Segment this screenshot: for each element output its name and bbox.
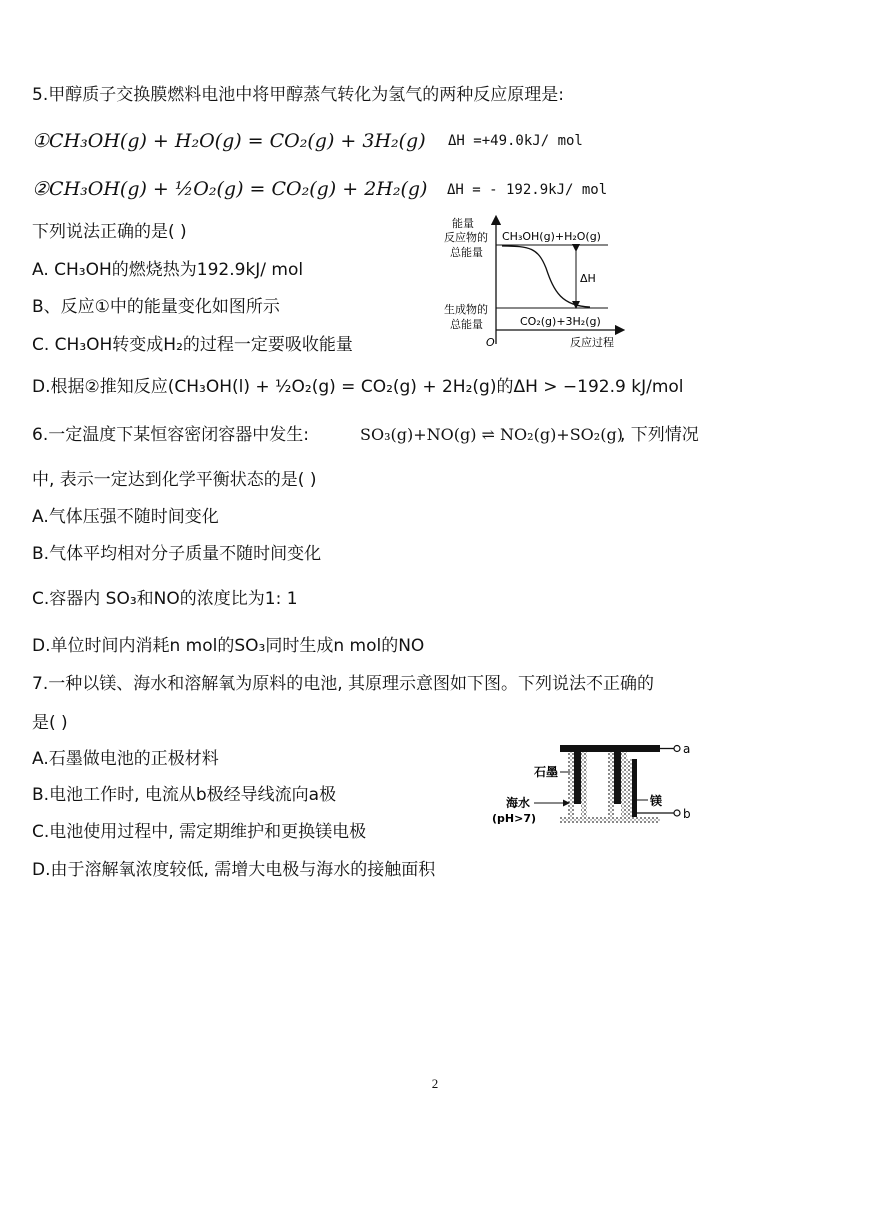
q5-stem: 5.甲醇质子交换膜燃料电池中将甲醇蒸气转化为氢气的两种反应原理是:: [32, 85, 564, 105]
q5-question: 下列说法正确的是( ): [32, 222, 187, 242]
q7-option-a: A.石墨做电池的正极材料: [32, 749, 219, 769]
q5-option-c: C. CH₃OH转变成H₂的过程一定要吸收能量: [32, 335, 353, 355]
q6-option-c: C.容器内 SO₃和NO的浓度比为1: 1: [32, 589, 298, 609]
graphite-coating-left: [568, 752, 574, 822]
graphite-electrode-left: [574, 752, 581, 804]
q6-option-d: D.单位时间内消耗n mol的SO₃同时生成n mol的NO: [32, 636, 425, 656]
magnesium-label: 镁: [650, 794, 663, 808]
terminal-b-label: b: [683, 807, 691, 821]
graphite-bar: [560, 745, 660, 752]
y-label-energy: 能量: [452, 217, 474, 230]
magnesium-electrode: [632, 759, 637, 819]
battery-diagram: [488, 737, 700, 837]
q6-stem-a: 6.一定温度下某恒容密闭容器中发生:: [32, 425, 309, 445]
q5-equation-2: ②CH₃OH(g) + ½O₂(g) = CO₂(g) + 2H₂(g): [32, 178, 428, 200]
origin-label: O: [486, 336, 495, 349]
q5-option-a: A. CH₃OH的燃烧热为192.9kJ/ mol: [32, 260, 304, 280]
graphite-coating-left-2: [581, 752, 587, 822]
q6-stem-c: 中, 表示一定达到化学平衡状态的是( ): [32, 470, 317, 490]
q5-option-b: B、反应①中的能量变化如图所示: [32, 297, 280, 317]
graphite-coating-right-2: [621, 752, 627, 822]
reactant-label-2: 总能量: [450, 246, 483, 259]
bottom-bar: [560, 817, 660, 823]
energy-curve: [502, 246, 590, 307]
reactant-formula: CH₃OH(g)+H₂O(g): [502, 230, 601, 243]
energy-diagram: [438, 212, 628, 354]
q5-equation-1: ①CH₃OH(g) + H₂O(g) = CO₂(g) + 3H₂(g): [32, 130, 426, 152]
q6-reaction: SO₃(g)+NO(g) ⇌ NO₂(g)+SO₂(g): [360, 425, 623, 444]
q7-option-b: B.电池工作时, 电流从b极经导线流向a极: [32, 785, 337, 805]
q6-stem-b: , 下列情况: [620, 425, 699, 445]
reactant-label-1: 反应物的: [444, 231, 488, 244]
graphite-label: 石墨: [534, 765, 559, 779]
x-label: 反应过程: [570, 336, 614, 349]
graphite-coating-right: [608, 752, 614, 822]
q7-option-c: C.电池使用过程中, 需定期维护和更换镁电极: [32, 822, 367, 842]
magnesium-coating: [627, 759, 632, 819]
product-label-1: 生成物的: [444, 303, 488, 316]
seawater-label: 海水: [506, 796, 531, 810]
q6-option-a: A.气体压强不随时间变化: [32, 507, 219, 527]
q5-option-d: D.根据②推知反应(CH₃OH(l) + ½O₂(g) = CO₂(g) + 2H₂(g)的ΔH > −192.9 kJ/mol: [32, 377, 684, 397]
page-number: 2: [431, 1076, 439, 1091]
product-label-2: 总能量: [450, 318, 483, 331]
q7-stem: 7.一种以镁、海水和溶解氧为原料的电池, 其原理示意图如下图。下列说法不正确的: [32, 674, 655, 694]
terminal-b-node: [674, 810, 680, 816]
ph-label: (pH>7): [492, 812, 537, 825]
terminal-a-node: [674, 746, 680, 752]
q7-option-d: D.由于溶解氧浓度较低, 需增大电极与海水的接触面积: [32, 860, 436, 880]
q5-dh-2: ΔH = - 192.9kJ/ mol: [447, 182, 608, 198]
graphite-electrode-right: [614, 752, 621, 804]
dh-label: ΔH: [580, 272, 596, 285]
terminal-a-label: a: [683, 742, 691, 756]
q6-option-b: B.气体平均相对分子质量不随时间变化: [32, 544, 322, 564]
q5-dh-1: ΔH =+49.0kJ/ mol: [448, 133, 583, 149]
q7-stem-b: 是( ): [32, 713, 68, 733]
product-formula: CO₂(g)+3H₂(g): [520, 315, 601, 328]
